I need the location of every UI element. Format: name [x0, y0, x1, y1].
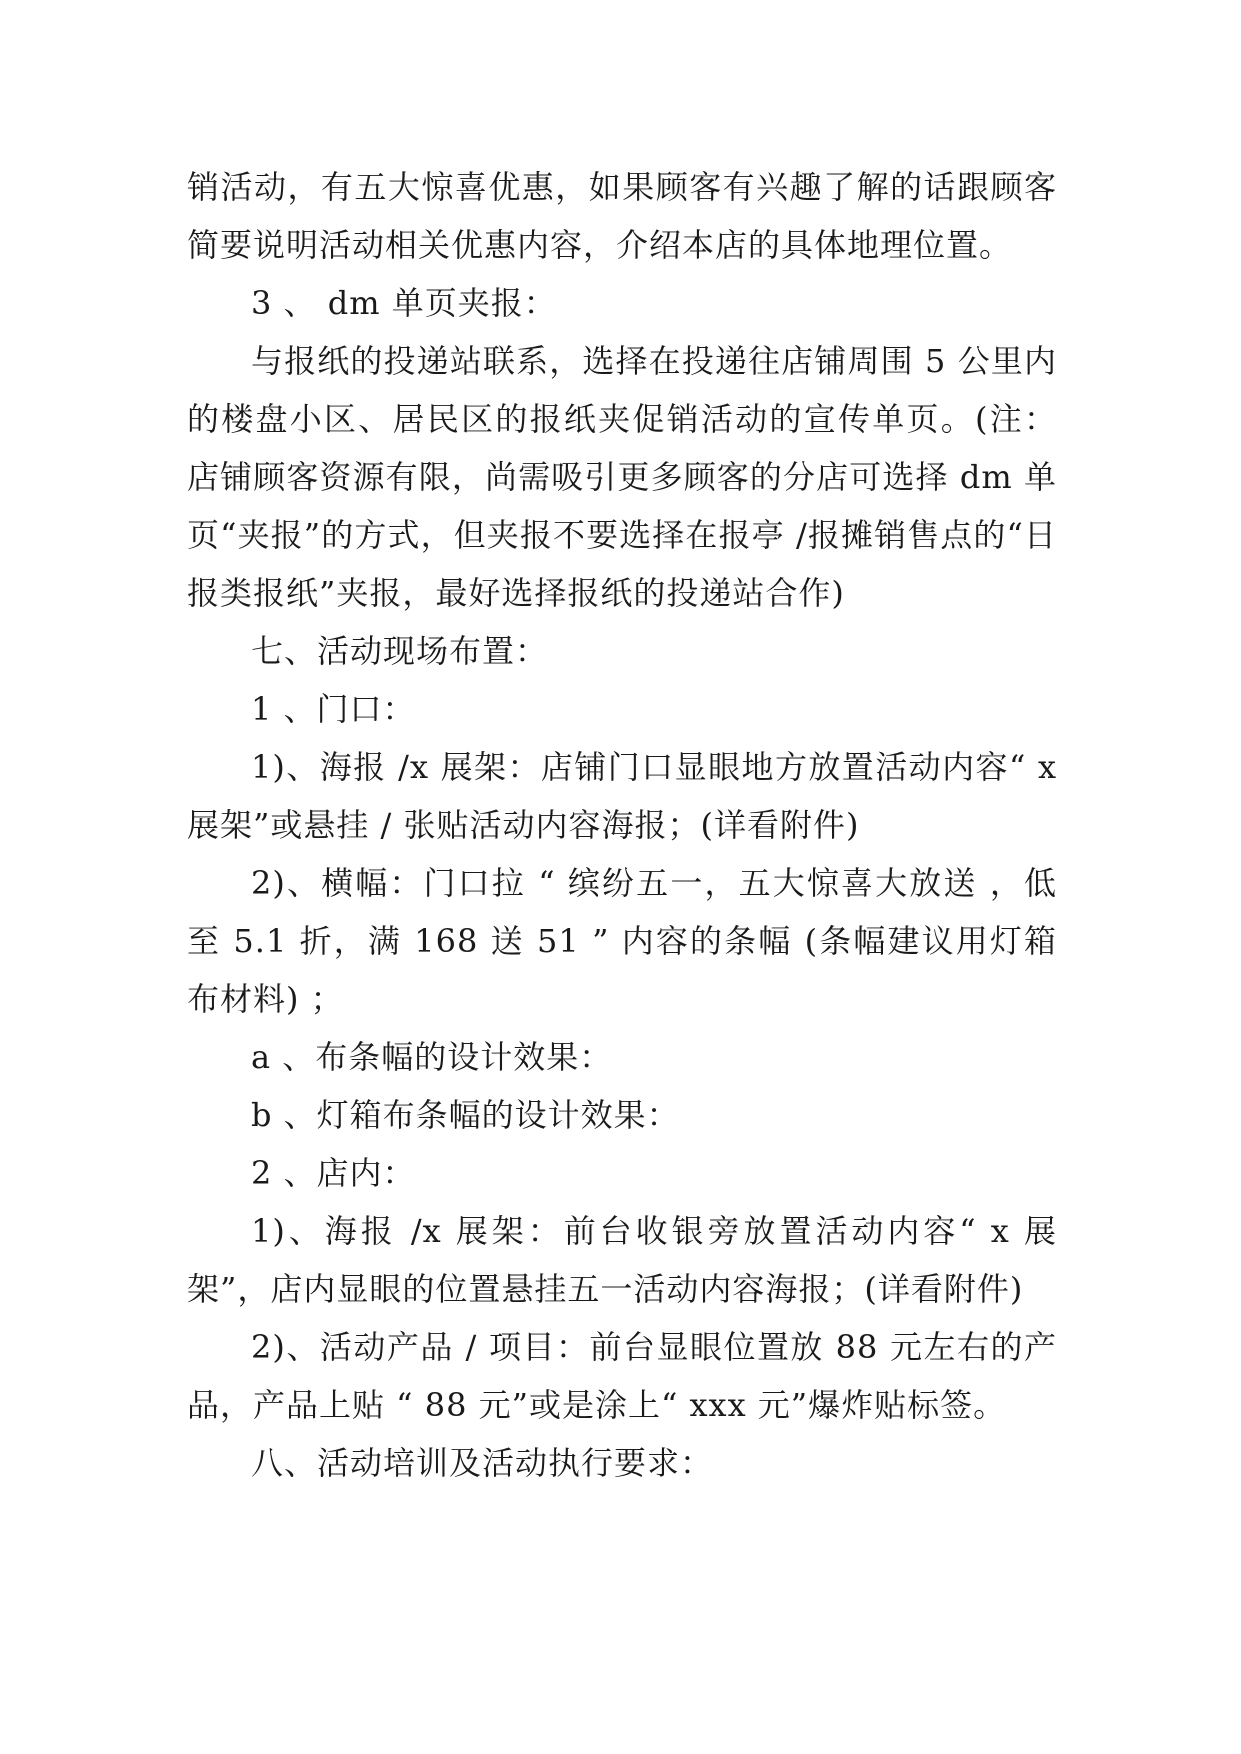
- item-lightbox-banner: b 、灯箱布条幅的设计效果：: [251, 1096, 680, 1134]
- paragraph-in-store-poster: 1)、海报 /x 展架：前台收银旁放置活动内容“ x 展架”，店内显眼的位置悬挂五一活动内容海报；(详看附件): [187, 1212, 1057, 1308]
- heading-section-seven: 七、活动现场布置：: [251, 632, 549, 670]
- heading-dm-insert: 3 、 dm 单页夹报：: [251, 284, 557, 322]
- paragraph-store-intro: 销活动，有五大惊喜优惠，如果顾客有兴趣了解的话跟顾客简要说明活动相关优惠内容，介绍本店的具体地理位置。: [187, 168, 1057, 264]
- paragraph-entrance-poster: 1)、海报 /x 展架：店铺门口显眼地方放置活动内容“ x 展架”或悬挂 / 张贴活动内容海报；(详看附件): [187, 748, 1057, 844]
- document-body: [187, 158, 1057, 1492]
- item-cloth-banner: a 、布条幅的设计效果：: [251, 1038, 613, 1076]
- paragraph-in-store-products: 2)、活动产品 / 项目：前台显眼位置放 88 元左右的产品，产品上贴 “ 88 元”或是涂上“ xxx 元”爆炸贴标签。: [187, 1328, 1057, 1424]
- heading-entrance: 1 、门口：: [251, 690, 416, 728]
- paragraph-entrance-banner: 2)、横幅：门口拉 “ 缤纷五一，五大惊喜大放送 ，低至 5.1 折，满 168 送 51 ” 内容的条幅 (条幅建议用灯箱布材料) ；: [187, 864, 1057, 1018]
- heading-in-store: 2 、店内：: [251, 1154, 416, 1192]
- paragraph-dm-insert: 与报纸的投递站联系，选择在投递往店铺周围 5 公里内的楼盘小区、居民区的报纸夹促销活动的宣传单页。(注：店铺顾客资源有限，尚需吸引更多顾客的分店可选择 dm 单页“夹报”的方式，但夹报不要选择在报亭 /报摊销售点的“日报类报纸”夹报，最好选择报纸的投递站合作): [187, 342, 1057, 612]
- heading-section-eight: 八、活动培训及活动执行要求：: [251, 1444, 714, 1482]
